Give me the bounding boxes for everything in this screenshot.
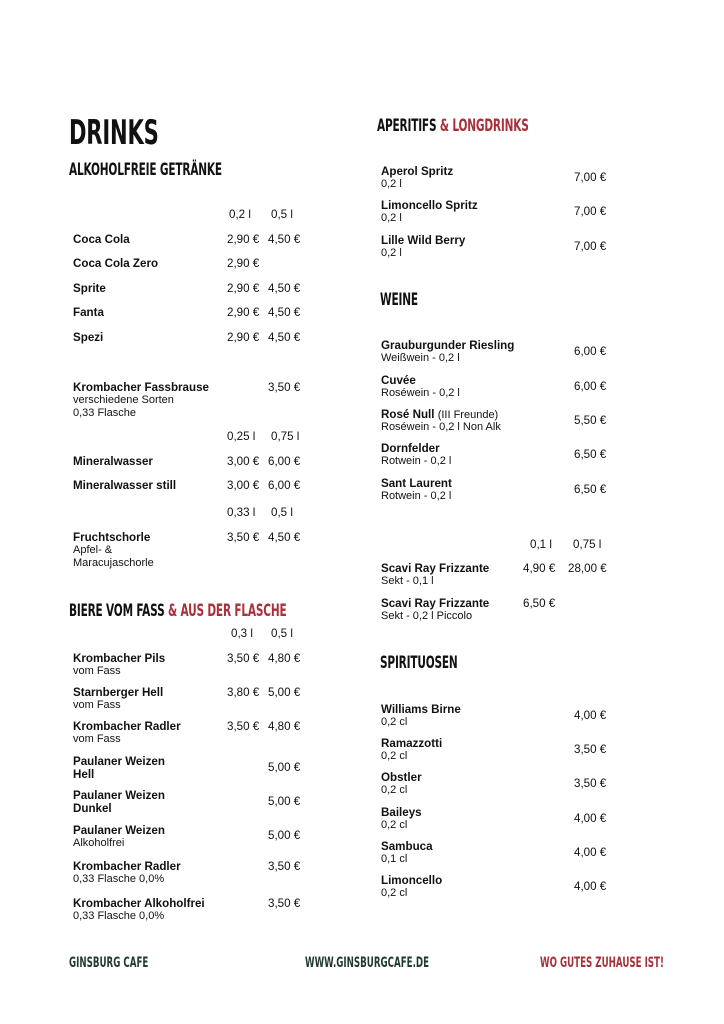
menu-item-name: Sant Laurent — [381, 477, 452, 490]
menu-item-description: 0,2 cl — [381, 750, 408, 762]
menu-item-name: Krombacher Radler — [73, 860, 181, 873]
menu-item-name: Sambuca — [381, 840, 433, 853]
menu-item-description: 0,33 Flasche 0,0% — [73, 873, 165, 885]
menu-item-name: Limoncello Spritz — [381, 199, 478, 212]
menu-item-description: 0,2 l — [381, 178, 402, 190]
menu-item-price: 3,80 € — [227, 686, 260, 699]
size-header: 0,5 l — [271, 208, 293, 221]
menu-item-description: 0,2 cl — [381, 887, 408, 899]
menu-item-description: Apfel- & — [73, 544, 113, 556]
menu-item-description: Sekt - 0,1 l — [381, 575, 434, 587]
menu-item-price: 4,50 € — [268, 282, 301, 295]
menu-item-name-line2: Hell — [73, 768, 95, 781]
menu-item-name: Baileys — [381, 806, 422, 819]
menu-item-note: (III Freunde) — [437, 409, 499, 421]
menu-item-name: Sprite — [73, 282, 106, 295]
menu-item-price: 6,50 € — [574, 483, 607, 496]
menu-item-name: Williams Birne — [381, 703, 461, 716]
title-accent: & AUS DER FLASCHE — [167, 601, 287, 621]
size-header: 0,1 l — [530, 538, 552, 551]
section-title-spirituosen: SPIRITUOSEN — [380, 653, 458, 673]
menu-item-name: Scavi Ray Frizzante — [381, 597, 490, 610]
menu-item-price: 5,00 € — [268, 829, 301, 842]
menu-item-name: Mineralwasser still — [73, 479, 177, 492]
menu-item-description: 0,33 Flasche — [73, 407, 136, 419]
footer-slogan: WO GUTES ZUHAUSE IST! — [540, 955, 664, 971]
menu-item-price: 6,00 € — [268, 455, 301, 468]
menu-item-price: 4,90 € — [523, 562, 556, 575]
menu-item-description: 0,2 cl — [381, 819, 408, 831]
size-header: 0,5 l — [271, 627, 293, 640]
menu-item-price: 4,00 € — [574, 709, 607, 722]
menu-item-price: 4,80 € — [268, 652, 301, 665]
menu-item-description: 0,1 cl — [381, 853, 408, 865]
menu-item-price: 4,00 € — [574, 812, 607, 825]
size-header: 0,2 l — [229, 208, 251, 221]
menu-item-price: 6,00 € — [574, 380, 607, 393]
size-header: 0,33 l — [227, 506, 256, 519]
menu-item-price: 4,50 € — [268, 331, 301, 344]
menu-item-name: Krombacher Fassbrause — [73, 381, 209, 394]
menu-item-price: 3,00 € — [227, 455, 260, 468]
menu-item-description: vom Fass — [73, 665, 121, 677]
menu-item-name: Paulaner Weizen — [73, 824, 165, 837]
menu-item-description: Rotwein - 0,2 l — [381, 455, 452, 467]
menu-item-name: Krombacher Pils — [73, 652, 166, 665]
menu-item-description: Maracujaschorle — [73, 557, 154, 569]
section-title-weine: WEINE — [380, 290, 418, 310]
menu-item-price: 4,50 € — [268, 233, 301, 246]
menu-item-name: Obstler — [381, 771, 422, 784]
size-header: 0,3 l — [231, 627, 253, 640]
menu-item-price: 5,00 € — [268, 686, 301, 699]
menu-item-price: 6,00 € — [268, 479, 301, 492]
menu-item-description: 0,2 cl — [381, 716, 408, 728]
menu-item-price: 3,50 € — [268, 860, 301, 873]
menu-item-name: Lille Wild Berry — [381, 234, 466, 247]
menu-item-name: Paulaner Weizen — [73, 789, 165, 802]
menu-item-description: Rotwein - 0,2 l — [381, 490, 452, 502]
section-title-biere — [69, 602, 286, 620]
footer-website-link[interactable]: WWW.GINSBURGCAFE.DE — [305, 955, 430, 971]
menu-item-price: 3,00 € — [227, 479, 260, 492]
title-accent: & LONGDRINKS — [439, 116, 529, 136]
menu-item-description: 0,2 l — [381, 247, 402, 259]
menu-item-name: Cuvée — [381, 374, 416, 387]
menu-item-name: Paulaner Weizen — [73, 755, 165, 768]
menu-item-price: 4,50 € — [268, 531, 301, 544]
menu-item-name: Mineralwasser — [73, 455, 153, 468]
section-title-alkoholfrei: ALKOHOLFREIE GETRÄNKE — [69, 160, 222, 180]
menu-item-name: Grauburgunder Riesling — [381, 339, 515, 352]
menu-item-price: 7,00 € — [574, 171, 607, 184]
menu-item-name: Limoncello — [381, 874, 443, 887]
footer-cafe-name: GINSBURG CAFE — [69, 955, 149, 971]
menu-item-description: Sekt - 0,2 l Piccolo — [381, 610, 473, 622]
menu-item-price: 3,50 € — [227, 531, 260, 544]
menu-item-name: Aperol Spritz — [381, 165, 454, 178]
menu-item-name: Spezi — [73, 331, 104, 344]
menu-item-name — [381, 408, 498, 422]
size-header: 0,75 l — [573, 538, 602, 551]
menu-item-price: 3,50 € — [268, 381, 301, 394]
menu-item-description: Roséwein - 0,2 l — [381, 387, 460, 399]
menu-item-description: Alkoholfrei — [73, 837, 125, 849]
menu-item-price: 5,00 € — [268, 761, 301, 774]
menu-item-price: 6,50 € — [574, 448, 607, 461]
menu-item-price: 5,00 € — [268, 795, 301, 808]
menu-item-price: 3,50 € — [574, 743, 607, 756]
menu-item-price: 3,50 € — [574, 777, 607, 790]
menu-item-description: 0,2 l — [381, 212, 402, 224]
menu-item-name: Coca Cola Zero — [73, 257, 159, 270]
menu-item-price: 6,50 € — [523, 597, 556, 610]
menu-item-price: 4,50 € — [268, 306, 301, 319]
menu-item-name: Coca Cola — [73, 233, 130, 246]
menu-item-name: Dornfelder — [381, 442, 440, 455]
menu-item-description: 0,33 Flasche 0,0% — [73, 910, 165, 922]
size-header: 0,75 l — [271, 430, 300, 443]
menu-item-price: 2,90 € — [227, 282, 260, 295]
section-title-aperitifs — [377, 117, 529, 135]
title-part: BIERE VOM FASS — [69, 601, 165, 621]
menu-item-price: 3,50 € — [227, 720, 260, 733]
menu-item-description: Weißwein - 0,2 l — [381, 352, 460, 364]
menu-item-name: Ramazzotti — [381, 737, 443, 750]
menu-item-name: Starnberger Hell — [73, 686, 164, 699]
menu-item-price: 2,90 € — [227, 257, 260, 270]
menu-item-name: Fanta — [73, 306, 104, 319]
menu-item-price: 2,90 € — [227, 306, 260, 319]
menu-item-price: 4,00 € — [574, 880, 607, 893]
menu-item-price: 2,90 € — [227, 331, 260, 344]
menu-item-price: 28,00 € — [568, 562, 607, 575]
size-header: 0,5 l — [271, 506, 293, 519]
menu-item-name: Krombacher Radler — [73, 720, 181, 733]
menu-item-description: Roséwein - 0,2 l Non Alk — [381, 421, 501, 433]
menu-item-name: Krombacher Alkoholfrei — [73, 897, 205, 910]
menu-item-description: vom Fass — [73, 733, 121, 745]
page-title: DRINKS — [69, 113, 159, 153]
menu-item-price: 4,80 € — [268, 720, 301, 733]
size-header: 0,25 l — [227, 430, 256, 443]
menu-item-name: Fruchtschorle — [73, 531, 151, 544]
menu-item-price: 5,50 € — [574, 414, 607, 427]
menu-item-name: Scavi Ray Frizzante — [381, 562, 490, 575]
menu-item-name-text: Rosé Null — [381, 408, 435, 421]
menu-item-price: 3,50 € — [227, 652, 260, 665]
menu-item-description: 0,2 cl — [381, 784, 408, 796]
menu-item-price: 4,00 € — [574, 846, 607, 859]
menu-item-description: verschiedene Sorten — [73, 394, 174, 406]
menu-item-price: 6,00 € — [574, 345, 607, 358]
title-part: APERITIFS — [377, 116, 437, 136]
menu-item-description: vom Fass — [73, 699, 121, 711]
menu-item-price: 2,90 € — [227, 233, 260, 246]
menu-item-price: 3,50 € — [268, 897, 301, 910]
menu-item-name-line2: Dunkel — [73, 802, 112, 815]
menu-item-price: 7,00 € — [574, 240, 607, 253]
menu-item-price: 7,00 € — [574, 205, 607, 218]
